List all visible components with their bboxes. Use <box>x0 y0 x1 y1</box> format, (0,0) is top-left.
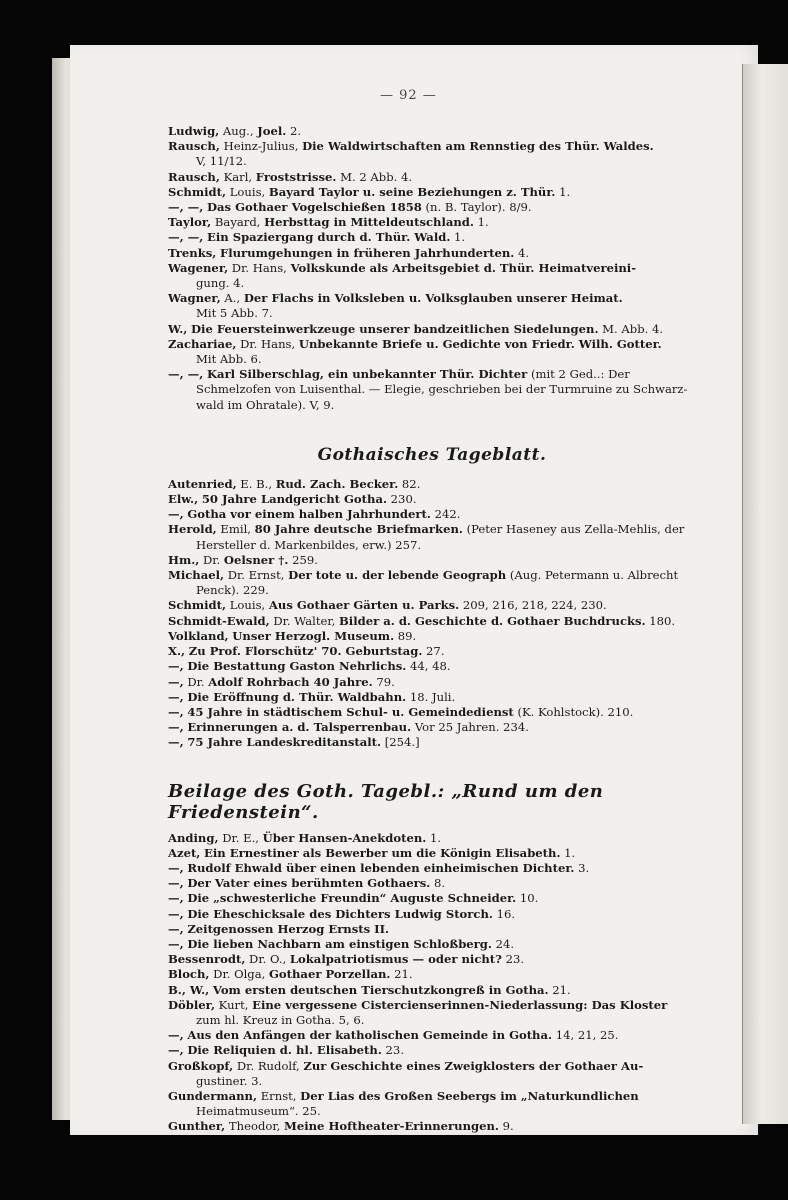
bibliography-entry <box>168 675 696 690</box>
entry-author: —, <box>168 674 184 689</box>
entry-title: Gotha vor einem halben Jahrhundert. <box>187 507 431 522</box>
entry-reference: 23. <box>381 1043 404 1058</box>
bibliography-entry: Heimatmuseum“. 25. <box>196 1104 321 1119</box>
entry-title: Rud. Zach. Becker. <box>275 476 399 491</box>
entry-title: Unser Herzogl. Museum. <box>232 628 395 643</box>
entry-title: Joel. <box>257 124 287 138</box>
entry-author: Taylor, <box>168 215 212 230</box>
bibliography-entry <box>168 629 696 644</box>
bibliography-entry <box>168 598 696 613</box>
entry-title: Zeitgenossen Herzog Ernsts II. <box>187 921 390 936</box>
entry-reference: Vor 25 Jahren. 234. <box>411 720 529 735</box>
entry-author-detail: Dr. <box>199 552 224 567</box>
entry-author: Elw., <box>168 492 199 507</box>
page-content <box>168 124 696 1135</box>
entry-title: Bilder a. d. Geschichte d. Gothaer Buchdrucks. <box>339 613 646 628</box>
entry-title: Die lieben Nachbarn am einstigen Schloßberg. <box>187 936 492 951</box>
bibliography-entry <box>168 720 696 735</box>
entry-title: Vom ersten deutschen Tierschutzkongreß in Gotha. <box>212 982 549 997</box>
bibliography-entry <box>168 185 696 200</box>
entry-author-detail: Kurt, <box>214 997 253 1012</box>
entry-author: —, <box>168 936 184 951</box>
entry-author-detail: Louis, <box>226 184 269 199</box>
entry-title: Der tote u. der lebende Geograph <box>288 568 507 583</box>
entry-title: 45 Jahre in städtischem Schul- u. Gemeindedienst <box>187 704 514 719</box>
entry-reference: 16. <box>492 906 516 921</box>
entry-author: Schmidt, <box>168 184 227 199</box>
entry-reference: 23. <box>501 952 525 967</box>
bibliography-entry <box>168 215 696 230</box>
entry-title: Die Bestattung Gaston Nehrlichs. <box>187 659 407 674</box>
entry-reference: 209, 216, 218, 224, 230. <box>459 598 607 613</box>
bibliography-entry <box>168 983 696 998</box>
bibliography-entry: V, 11/12. <box>196 154 247 169</box>
entry-reference: 14, 21, 25. <box>552 1028 619 1043</box>
bibliography-entry <box>168 553 696 568</box>
entry-author: —, <box>168 507 184 522</box>
entry-reference: 44, 48. <box>406 659 451 674</box>
entry-reference: 1. <box>426 830 442 845</box>
bibliography-entry <box>168 644 696 659</box>
entry-title: Der Flachs in Volksleben u. Volksglauben unserer Heimat. <box>243 291 623 306</box>
entry-reference: 2. <box>286 124 302 138</box>
entry-author-detail: Emil, <box>216 522 255 537</box>
entry-author-detail: A., <box>220 291 244 306</box>
bibliography-entry <box>168 922 696 937</box>
entry-author: Anding, <box>168 830 219 845</box>
entry-author: —, <box>168 689 184 704</box>
entry-author: —, <box>168 921 184 936</box>
entry-title: 50 Jahre Landgericht Gotha. <box>201 492 387 507</box>
entry-reference: (n. B. Taylor). 8/9. <box>421 200 532 215</box>
entry-author: Wagner, <box>168 291 221 306</box>
bibliography-entry <box>168 1043 696 1058</box>
entry-author: —, <box>168 659 184 674</box>
entry-reference: 18. Juli. <box>406 689 456 704</box>
bibliography-entry: Schmelzofen von Luisenthal. — Elegie, geschrieben bei der Turmruine zu Schwarz- <box>196 382 688 397</box>
entry-reference: [254.] <box>381 735 420 750</box>
bibliography-entry <box>168 831 696 846</box>
entry-title: Unbekannte Briefe u. Gedichte von Friedr. Wilh. Gotter. <box>298 336 662 351</box>
entry-title: 75 Jahre Landeskreditanstalt. <box>187 735 382 750</box>
entry-title: Aus den Anfängen der katholischen Gemeinde in Gotha. <box>187 1028 553 1043</box>
entry-author: Trenks, <box>168 245 217 260</box>
bibliography-entry <box>168 568 696 583</box>
entry-author: Bloch, <box>168 967 210 982</box>
bibliography-entry <box>168 322 696 337</box>
entry-author: Volkland, <box>168 628 229 643</box>
entry-reference: 259. <box>288 552 318 567</box>
entry-author: Schmidt-Ewald, <box>168 613 270 628</box>
entry-title: Zu Prof. Florschütz' 70. Geburtstag. <box>188 644 423 659</box>
bibliography-entry: gung. 4. <box>196 276 245 291</box>
entry-reference: 1. <box>555 184 571 199</box>
entry-author-detail: Dr. Hans, <box>236 336 299 351</box>
bibliography-entry <box>168 861 696 876</box>
entry-reference: (mit 2 Ged..: Der <box>527 367 630 382</box>
entry-title: Oelsner †. <box>223 552 289 567</box>
entry-reference: 1. <box>450 230 466 245</box>
entry-reference: M. 2 Abb. 4. <box>336 169 413 184</box>
entry-reference: (Aug. Petermann u. Albrecht <box>506 568 679 583</box>
entry-author: Ludwig, <box>168 124 220 138</box>
entry-title: Die „schwesterliche Freundin“ Auguste Schneider. <box>187 891 517 906</box>
entry-author: Hm., <box>168 552 200 567</box>
bibliography-entry <box>168 139 696 154</box>
entry-author-detail: Karl, <box>219 169 256 184</box>
entry-title: Ein Spaziergang durch d. Thür. Wald. <box>206 230 451 245</box>
section-heading-beilage: Beilage des Goth. Tagebl.: „Rund um den Friedenstein“. <box>168 780 604 823</box>
entry-author: —, <box>168 720 184 735</box>
bibliography-entry <box>168 659 696 674</box>
bibliography-entry <box>168 705 696 720</box>
entry-reference: 3. <box>574 860 590 875</box>
entry-author-detail: E. B., <box>236 476 276 491</box>
bibliography-entry <box>168 998 696 1013</box>
bibliography-entry <box>168 367 696 382</box>
entry-author: Döbler, <box>168 997 215 1012</box>
bibliography-entry <box>168 735 696 750</box>
entry-author-detail: Dr. O., <box>245 952 290 967</box>
entry-title: Die Eröffnung d. Thür. Waldbahn. <box>187 689 407 704</box>
entry-author: Bessenrodt, <box>168 952 246 967</box>
bibliography-entry: gustiner. 3. <box>196 1073 263 1088</box>
entry-title: Zur Geschichte eines Zweigklosters der Gothaer Au- <box>303 1058 644 1073</box>
entry-reference: 8. <box>430 876 446 891</box>
entry-author: Herold, <box>168 522 217 537</box>
entry-reference: (K. Kohlstock). 210. <box>513 704 634 719</box>
bibliography-entry: zum hl. Kreuz in Gotha. 5, 6. <box>196 1012 365 1027</box>
entry-author-detail: Dr. Hans, <box>228 260 291 275</box>
entry-author: X., <box>168 644 186 659</box>
entry-title: Flurumgehungen in früheren Jahrhunderten. <box>219 245 515 260</box>
entry-author: Gunther, <box>168 1119 226 1134</box>
entry-title: Die Waldwirtschaften am Rennstieg des Thür. Waldes. <box>302 139 654 154</box>
entry-author: —, <box>168 1043 184 1058</box>
entry-title: Volkskunde als Arbeitsgebiet d. Thür. Heimatvereini- <box>290 260 637 275</box>
entry-author: —, —, <box>168 200 204 215</box>
entry-author: Michael, <box>168 568 225 583</box>
bibliography-entry: Penck). 229. <box>196 583 269 598</box>
entry-title: Die Eheschicksale des Dichters Ludwig Storch. <box>187 906 493 921</box>
bibliography-entry <box>168 1089 696 1104</box>
entry-reference: 230. <box>387 492 417 507</box>
book-right-page-edge <box>742 64 788 1124</box>
bibliography-entry <box>168 230 696 245</box>
page-number: — 92 — <box>380 88 437 103</box>
section-heading-gothaisches-tageblatt: Gothaisches Tageblatt. <box>317 444 547 465</box>
bibliography-entry <box>168 124 696 139</box>
bibliography-entry <box>168 937 696 952</box>
entry-author: Rausch, <box>168 139 220 154</box>
bibliography-entry <box>168 291 696 306</box>
entry-author-detail: Bayard, <box>211 215 265 230</box>
entry-reference: 21. <box>390 967 413 982</box>
entry-title: Die Reliquien d. hl. Elisabeth. <box>187 1043 382 1058</box>
entry-reference: 9. <box>498 1119 514 1134</box>
bibliography-entry: Hersteller d. Markenbildes, erw.) 257. <box>196 537 422 552</box>
bibliography-entry <box>168 891 696 906</box>
entry-author: —, <box>168 704 184 719</box>
entry-reference: 1. <box>473 215 489 230</box>
entry-reference: 180. <box>645 613 676 628</box>
bibliography-entry <box>168 1028 696 1043</box>
entry-reference: 24. <box>491 936 515 951</box>
bibliography-list-1 <box>168 124 696 413</box>
entry-author: —, —, <box>168 230 204 245</box>
entry-author-detail: Theodor, <box>225 1119 285 1134</box>
entry-title: Bayard Taylor u. seine Beziehungen z. Thür. <box>268 184 556 199</box>
bibliography-entry <box>168 522 696 537</box>
entry-reference: 21. <box>548 982 571 997</box>
entry-title: Das Gothaer Vogelschießen 1858 <box>206 200 422 215</box>
entry-author: Autenried, <box>168 476 237 491</box>
bibliography-entry <box>168 1059 696 1074</box>
bibliography-entry <box>168 507 696 522</box>
entry-reference: 242. <box>430 507 461 522</box>
entry-title: Lokalpatriotismus — oder nicht? <box>289 952 502 967</box>
bibliography-list-3 <box>168 831 696 1135</box>
bibliography-entry <box>168 477 696 492</box>
entry-author-detail: Dr. E., <box>218 830 263 845</box>
entry-title: Erinnerungen a. d. Talsperrenbau. <box>187 720 412 735</box>
entry-author-detail: Dr. Walter, <box>269 613 339 628</box>
entry-reference: 10. <box>516 891 539 906</box>
entry-title: Karl Silberschlag, ein unbekannter Thür. Dichter <box>206 367 528 382</box>
entry-title: Gothaer Porzellan. <box>269 967 391 982</box>
entry-author: —, <box>168 860 184 875</box>
entry-title: Eine vergessene Cistercienserinnen-Niederlassung: Das Kloster <box>252 997 668 1012</box>
entry-title: Ein Ernestiner als Bewerber um die Königin Elisabeth. <box>204 845 561 860</box>
bibliography-entry <box>168 876 696 891</box>
entry-author: —, <box>168 1028 184 1043</box>
bibliography-entry <box>168 261 696 276</box>
bibliography-entry <box>168 690 696 705</box>
entry-author: —, <box>168 735 184 750</box>
entry-title: Die Feuersteinwerkzeuge unserer bandzeitlichen Siedelungen. <box>190 321 599 336</box>
entry-author-detail: Heinz-Julius, <box>219 139 303 154</box>
entry-author: —, <box>168 891 184 906</box>
entry-reference: 27. <box>422 644 445 659</box>
entry-author: Azet, <box>168 845 201 860</box>
entry-title: Froststrisse. <box>255 169 337 184</box>
entry-reference: (Peter Haseney aus Zella-Mehlis, der <box>462 522 685 537</box>
entry-author-detail: Dr. Rudolf, <box>233 1058 304 1073</box>
entry-reference: 1. <box>560 845 576 860</box>
bibliography-entry <box>168 170 696 185</box>
entry-title: Rudolf Ehwald über einen lebenden einheimischen Dichter. <box>187 860 575 875</box>
entry-reference: M. Abb. 4. <box>598 321 664 336</box>
bibliography-entry <box>168 846 696 861</box>
entry-title: Meine Hoftheater-Erinnerungen. <box>284 1119 499 1134</box>
bibliography-entry <box>168 337 696 352</box>
bibliography-entry: Mit Abb. 6. <box>196 352 262 367</box>
entry-author: W., <box>168 321 188 336</box>
entry-title: Aus Gothaer Gärten u. Parks. <box>268 598 460 613</box>
entry-author-detail: Dr. Ernst, <box>224 568 289 583</box>
entry-reference: 79. <box>372 674 395 689</box>
entry-author: Großkopf, <box>168 1058 234 1073</box>
entry-author: Schmidt, <box>168 598 227 613</box>
bibliography-entry: Mit 5 Abb. 7. <box>196 306 273 321</box>
entry-title: 80 Jahre deutsche Briefmarken. <box>254 522 463 537</box>
entry-author: —, <box>168 876 184 891</box>
bibliography-entry <box>168 952 696 967</box>
entry-author-detail: Aug., <box>219 124 258 138</box>
entry-title: Über Hansen-Anekdoten. <box>262 830 427 845</box>
bibliography-list-2 <box>168 477 696 751</box>
entry-title: Der Lias des Großen Seebergs im „Naturkundlichen <box>300 1088 639 1103</box>
entry-title: Adolf Rohrbach 40 Jahre. <box>208 674 373 689</box>
entry-reference: 82. <box>398 476 421 491</box>
bibliography-entry <box>168 907 696 922</box>
entry-reference: 89. <box>394 628 417 643</box>
bibliography-entry: wald im Ohratale). V, 9. <box>196 397 335 412</box>
entry-author: Rausch, <box>168 169 220 184</box>
entry-author-detail: Ernst, <box>257 1088 301 1103</box>
bibliography-entry <box>168 1119 696 1134</box>
entry-title: Herbsttag in Mitteldeutschland. <box>264 215 474 230</box>
bibliography-entry <box>168 614 696 629</box>
entry-title: Der Vater eines berühmten Gothaers. <box>187 876 431 891</box>
bibliography-entry <box>168 200 696 215</box>
entry-author-detail: Dr. <box>183 674 209 689</box>
entry-author: Gundermann, <box>168 1088 258 1103</box>
entry-author-detail: Louis, <box>226 598 269 613</box>
entry-author-detail: Dr. Olga, <box>209 967 270 982</box>
entry-author: —, <box>168 906 184 921</box>
entry-author: B., W., <box>168 982 210 997</box>
bibliography-entry <box>168 967 696 982</box>
entry-author: Wagener, <box>168 260 229 275</box>
entry-author: —, —, <box>168 367 204 382</box>
entry-author: Zachariae, <box>168 336 237 351</box>
entry-reference: 4. <box>514 245 530 260</box>
bibliography-entry <box>168 492 696 507</box>
bibliography-entry <box>168 246 696 261</box>
